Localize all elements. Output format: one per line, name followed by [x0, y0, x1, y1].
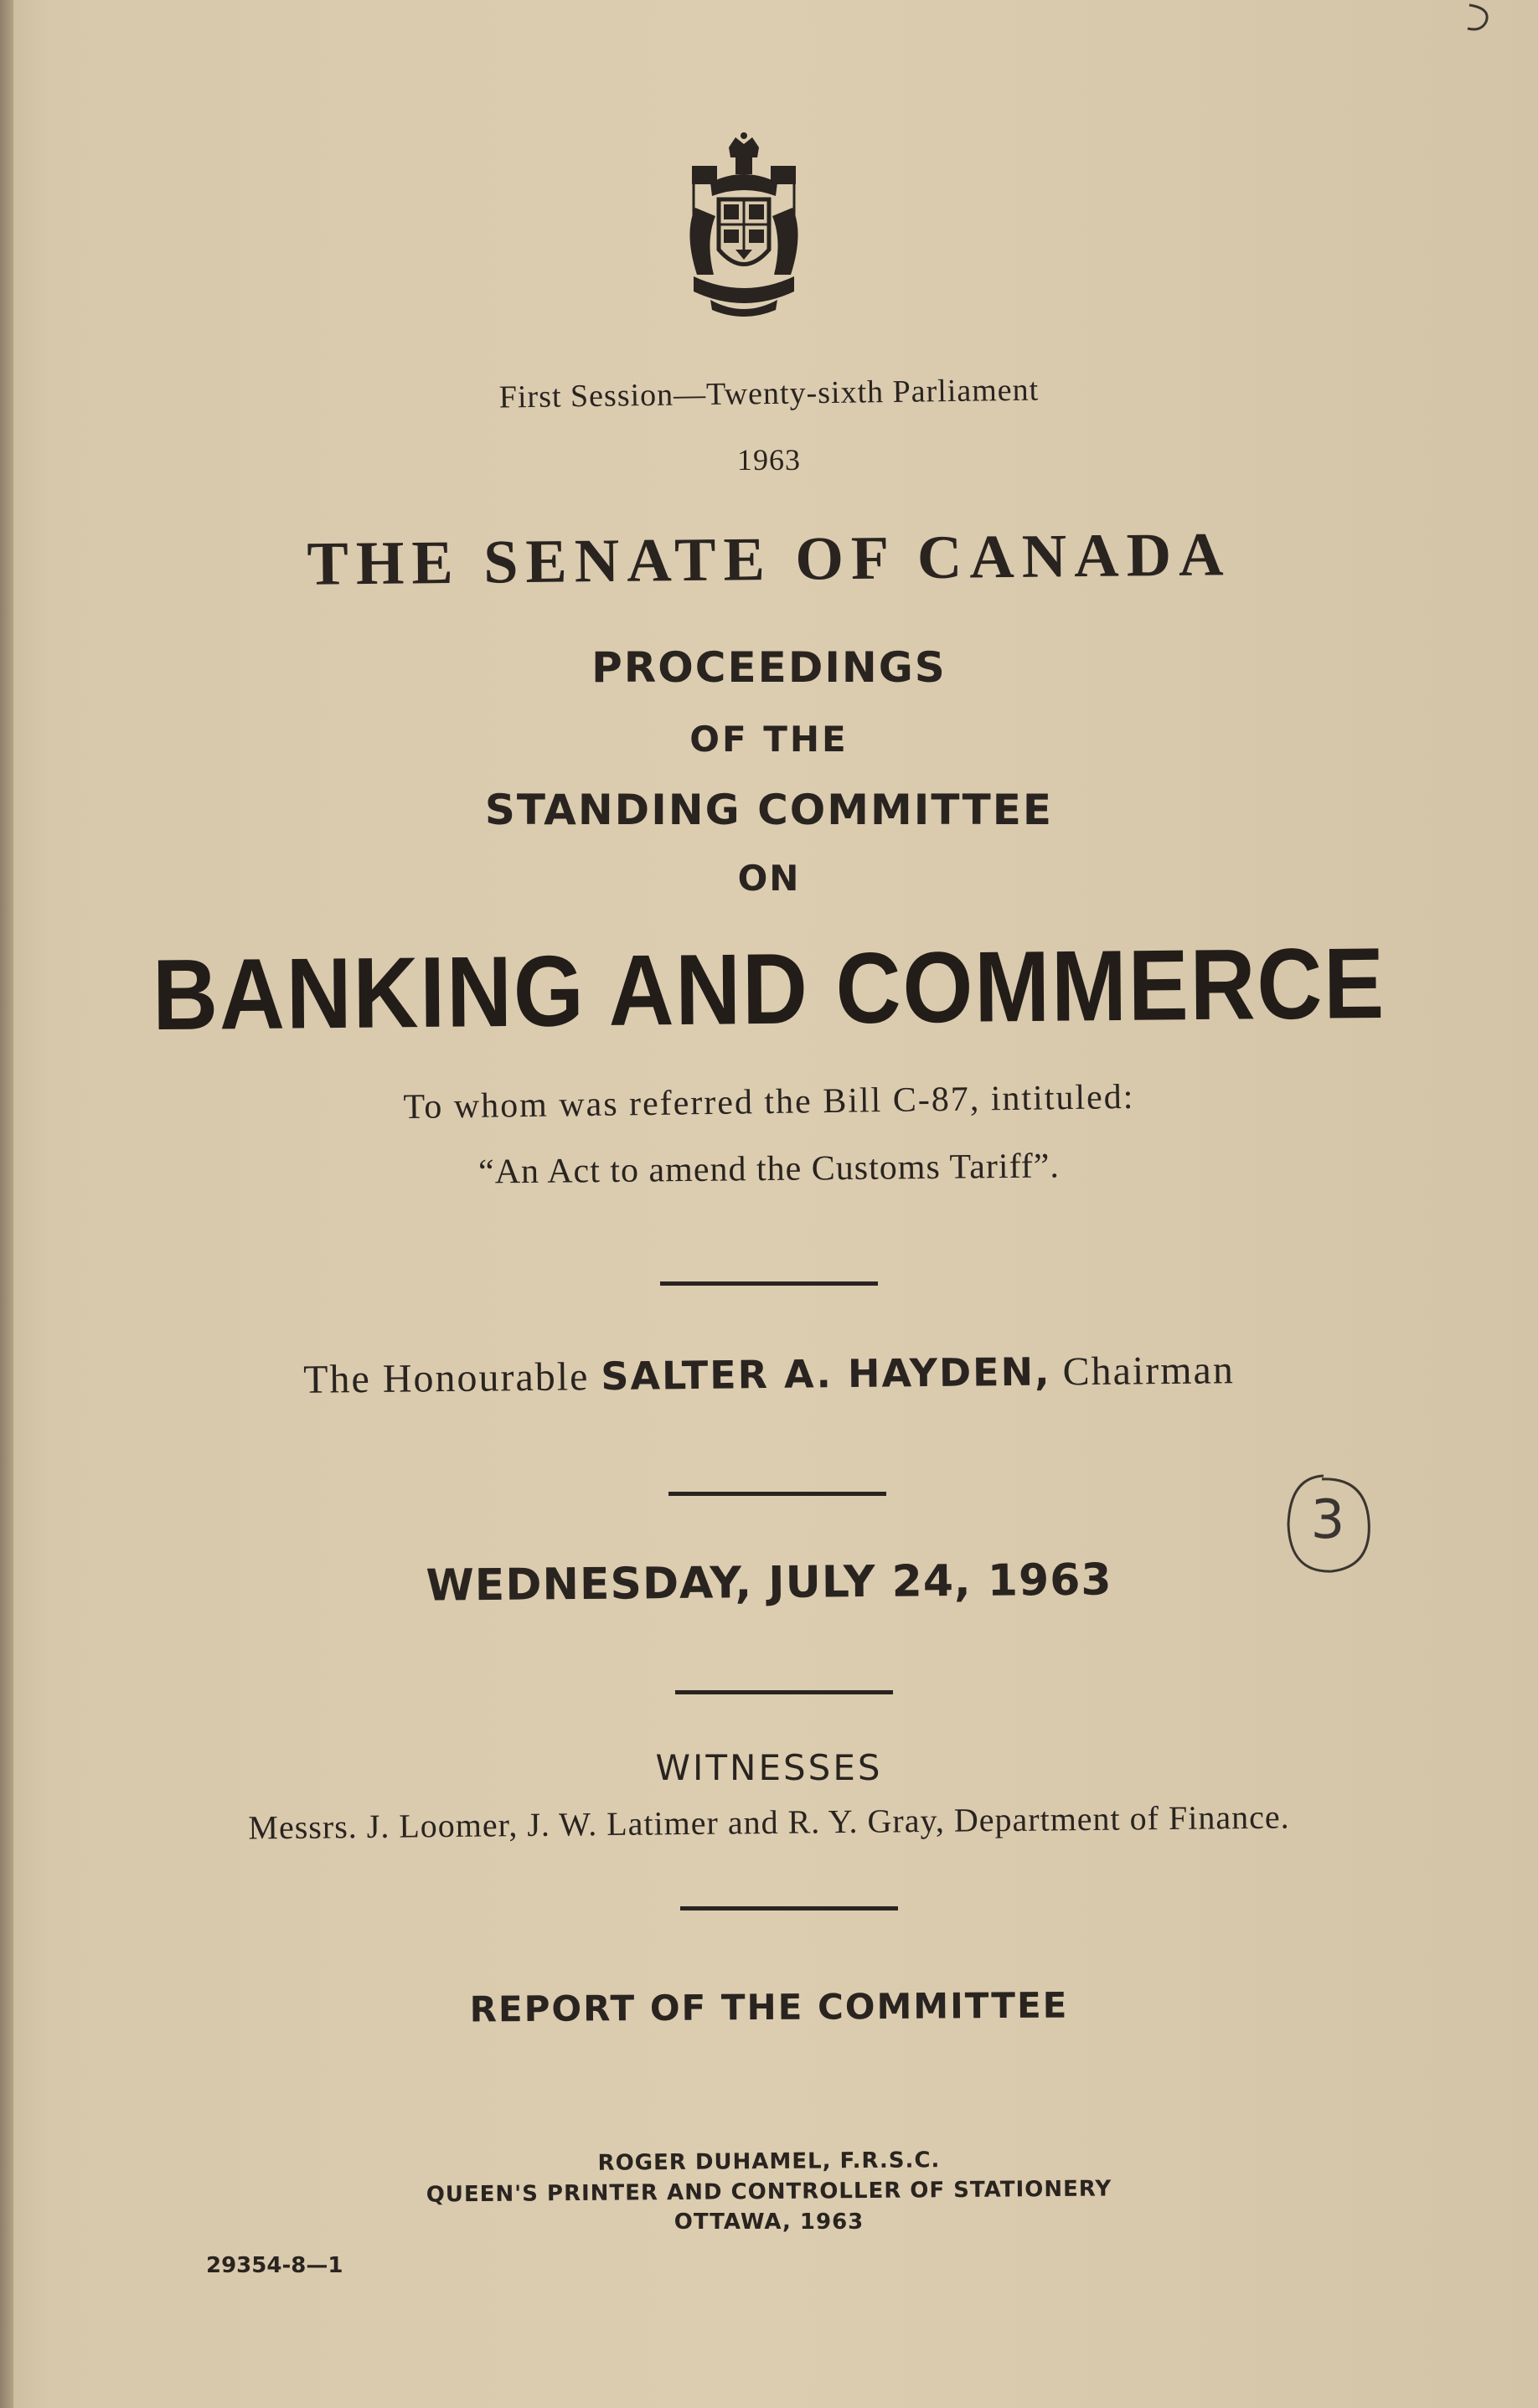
committee-name: BANKING AND COMMERCE: [152, 926, 1386, 1052]
divider-rule: [675, 1690, 893, 1694]
session-line: First Session—Twenty-sixth Parliament: [498, 372, 1040, 415]
of-the-heading: OF THE: [689, 719, 849, 760]
proceedings-heading: PROCEEDINGS: [591, 643, 947, 692]
coat-of-arms-icon: [677, 132, 811, 317]
chairman-name: SALTER A. HAYDEN,: [601, 1348, 1051, 1400]
institution-title: THE SENATE OF CANADA: [307, 520, 1231, 599]
chairman-line: [0, 1343, 1538, 1405]
witnesses-list: Messrs. J. Loomer, J. W. Latimer and R. Y. Gray, Department of Finance.: [248, 1797, 1290, 1847]
imprint-line-3: OTTAWA, 1963: [674, 2209, 864, 2235]
referral-line-1: To whom was referred the Bill C-87, intituled:: [403, 1077, 1135, 1127]
page-binding-edge: [0, 0, 13, 2408]
imprint-line-2: QUEEN'S PRINTER AND CONTROLLER OF STATIONERY: [426, 2176, 1112, 2208]
corner-pencil-mark-icon: [1458, 0, 1508, 42]
chairman-prefix: The Honourable: [302, 1354, 590, 1402]
chairman-role: Chairman: [1062, 1348, 1236, 1395]
divider-rule: [668, 1492, 886, 1496]
standing-committee-heading: STANDING COMMITTEE: [484, 786, 1054, 834]
handwritten-number: 3: [1310, 1489, 1345, 1551]
meeting-date: WEDNESDAY, JULY 24, 1963: [426, 1555, 1112, 1611]
report-heading: REPORT OF THE COMMITTEE: [469, 1984, 1069, 2030]
divider-rule: [660, 1281, 878, 1286]
divider-rule: [680, 1906, 898, 1910]
imprint-line-1: ROGER DUHAMEL, F.R.S.C.: [597, 2148, 941, 2176]
witnesses-heading: WITNESSES: [655, 1747, 883, 1788]
session-year: 1963: [737, 443, 801, 477]
referral-line-2: “An Act to amend the Customs Tariff”.: [477, 1147, 1061, 1192]
document-code: 29354-8—1: [206, 2253, 343, 2278]
on-heading: ON: [737, 858, 801, 899]
